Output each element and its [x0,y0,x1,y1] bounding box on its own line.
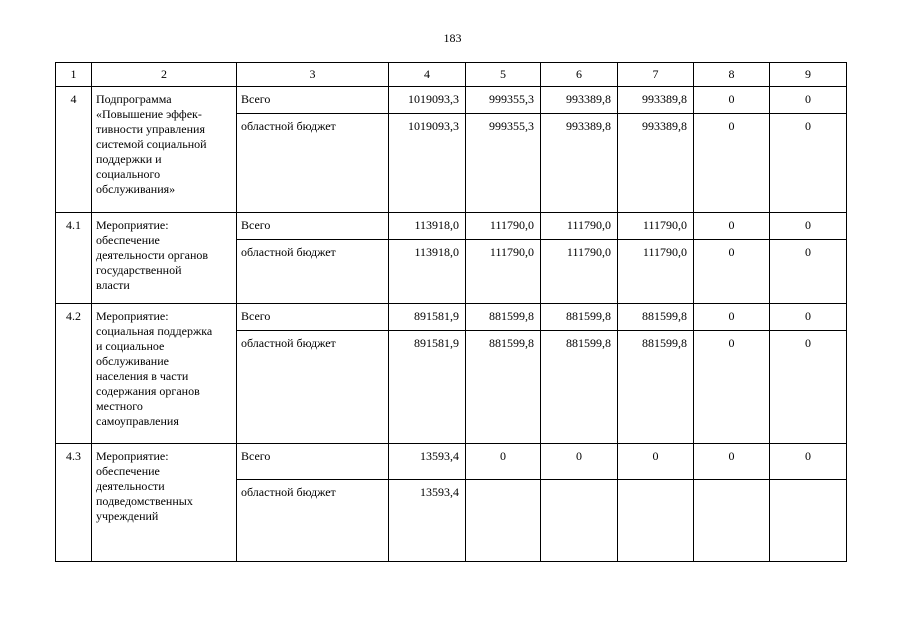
name-line: содержания органов [96,384,200,398]
header-cell-9: 9 [770,63,847,87]
table-row [56,304,847,331]
name-line: Мероприятие: [96,449,169,463]
value-col-7: 881599,8 [618,304,694,331]
header-cell-3: 3 [237,63,389,87]
header-cell-5: 5 [466,63,541,87]
program-name [92,444,237,562]
value-col-4: 1019093,3 [389,114,466,213]
table-row [56,213,847,240]
value-col-8: 0 [694,87,770,114]
funding-source: Всего [237,444,389,480]
value-col-8: 0 [694,304,770,331]
value-col-5: 999355,3 [466,114,541,213]
funding-source: областной бюджет [237,114,389,213]
value-col-5: 0 [466,444,541,480]
program-name [92,213,237,304]
value-col-5: 111790,0 [466,240,541,304]
name-line: деятельности [96,479,165,493]
value-col-7 [618,480,694,562]
table-row [56,444,847,480]
name-line: обеспечение [96,233,160,247]
name-line: учреждений [96,509,159,523]
value-col-5: 111790,0 [466,213,541,240]
value-col-6: 881599,8 [541,304,618,331]
value-col-9: 0 [770,114,847,213]
value-col-9 [770,480,847,562]
row-number: 4.3 [56,444,92,562]
header-cell-6: 6 [541,63,618,87]
name-line: местного [96,399,143,413]
funding-source: Всего [237,304,389,331]
page-number: 183 [443,31,462,45]
funding-source: областной бюджет [237,331,389,444]
value-col-6: 111790,0 [541,213,618,240]
value-col-4: 113918,0 [389,213,466,240]
value-col-8: 0 [694,114,770,213]
header-cell-1: 1 [56,63,92,87]
value-col-7: 0 [618,444,694,480]
funding-source: областной бюджет [237,240,389,304]
program-name [92,304,237,444]
program-name [92,87,237,213]
value-col-4: 891581,9 [389,331,466,444]
value-col-4: 113918,0 [389,240,466,304]
name-line: и социальное [96,339,165,353]
name-line: «Повышение эффек- [96,107,202,121]
name-line: Мероприятие: [96,218,169,232]
name-line: самоуправления [96,414,179,428]
name-line: Подпрограмма [96,92,172,106]
name-line: социального [96,167,161,181]
value-col-6: 993389,8 [541,114,618,213]
value-col-8 [694,480,770,562]
value-col-9: 0 [770,240,847,304]
value-col-6: 993389,8 [541,87,618,114]
value-col-9: 0 [770,213,847,240]
value-col-7: 993389,8 [618,87,694,114]
value-col-5: 881599,8 [466,331,541,444]
header-cell-4: 4 [389,63,466,87]
value-col-8: 0 [694,331,770,444]
value-col-9: 0 [770,87,847,114]
row-number: 4 [56,87,92,213]
name-line: системой социальной [96,137,207,151]
value-col-6: 111790,0 [541,240,618,304]
value-col-5 [466,480,541,562]
value-col-7: 993389,8 [618,114,694,213]
value-col-8: 0 [694,240,770,304]
table-row [56,87,847,114]
value-col-4: 13593,4 [389,480,466,562]
name-line: деятельности органов [96,248,209,262]
budget-table [55,62,847,562]
name-line: обслуживание [96,354,169,368]
value-col-6: 881599,8 [541,331,618,444]
value-col-9: 0 [770,304,847,331]
name-line: подведомственных [96,494,193,508]
name-line: государственной [96,263,182,277]
row-number: 4.1 [56,213,92,304]
value-col-7: 111790,0 [618,213,694,240]
value-col-9: 0 [770,331,847,444]
name-line: тивности управления [96,122,205,136]
name-line: населения в части [96,369,189,383]
value-col-4: 1019093,3 [389,87,466,114]
value-col-6: 0 [541,444,618,480]
name-line: поддержки и [96,152,162,166]
name-line: обслуживания» [96,182,176,196]
header-cell-8: 8 [694,63,770,87]
value-col-4: 13593,4 [389,444,466,480]
funding-source: Всего [237,87,389,114]
value-col-8: 0 [694,213,770,240]
header-cell-2: 2 [92,63,237,87]
name-line: социальная поддержка [96,324,213,338]
name-line: обеспечение [96,464,160,478]
value-col-5: 881599,8 [466,304,541,331]
header-cell-7: 7 [618,63,694,87]
header-row [56,63,847,87]
funding-source: Всего [237,213,389,240]
value-col-7: 881599,8 [618,331,694,444]
value-col-6 [541,480,618,562]
value-col-4: 891581,9 [389,304,466,331]
row-number: 4.2 [56,304,92,444]
value-col-5: 999355,3 [466,87,541,114]
name-line: власти [96,278,130,292]
value-col-8: 0 [694,444,770,480]
funding-source: областной бюджет [237,480,389,562]
value-col-9: 0 [770,444,847,480]
name-line: Мероприятие: [96,309,169,323]
value-col-7: 111790,0 [618,240,694,304]
